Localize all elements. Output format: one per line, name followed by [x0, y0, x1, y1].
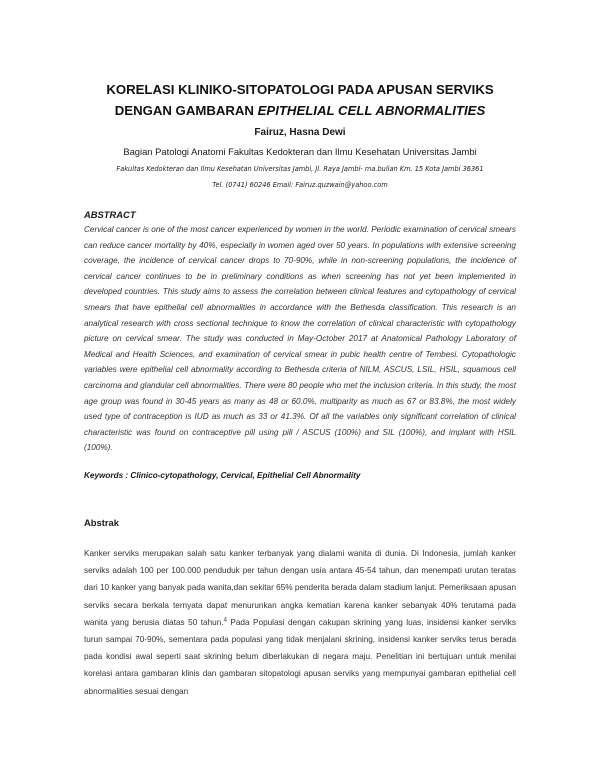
affiliation: Bagian Patologi Anatomi Fakultas Kedokteran dan Ilmu Kesehatan Universitas Jambi — [123, 146, 477, 157]
abstract-text: Cervical cancer is one of the most cancer experienced by women in the world. Periodic examination of cervical smears can reduce cancer mortality by 40%, especially in women aged over 50 years. In populations with extensive screening coverage, the incidence of cervical cancer drops to 70-90%, while in non-screening populations, the incidence of cervical cancer continues to be in preliminary conditions as when screening has not yet been implemented in developed countries. This study aims to assess the correlation between clinical features and cytopathology of cervical smears that have epithelial cell abnormalities in accordance with the Bethesda classification. This research is an analytical research with cross sectional technique to know the correlation of clinical characteristic with cytopathology picture on cervical smear. The study was conducted in May-October 2017 at Anatomical Pathology Laboratory of Medical and Health Sciences, and examination of cervical smear in pubic health centre of Tembesi. Cytopathologic variables were epithelial cell abnormality according to Bethesda criteria of NILM, ASCUS, LSIL, HSIL, squamous cell carcinoma and glandular cell abnormalities. There were 80 people who met the inclusion criteria. In this study, the most age group was found in 30-45 years as many as 48 or 60.0%, multiparity as much as 67 or 83.8%, the most widely used type of contraception is IUD as much as 33 or 41.3%. Of all the variables only significant correlation of clinical characteristic was found on contraceptive pill using pill / ASCUS (100%) and SIL (100%), and implant with HSIL (100%). — [84, 225, 516, 453]
citation-superscript: 4 — [223, 617, 227, 624]
title-line-2-prefix: DENGAN GAMBARAN — [114, 103, 258, 118]
address: Fakultas Kedokteran dan Ilmu Kesehatan Universitas Jambi, Jl. Raya Jambi- ma.bulian Km. 15 Kota Jambi 36361 — [116, 165, 484, 173]
title-line-2-italic: EPITHELIAL CELL ABNORMALITIES — [257, 103, 486, 118]
abstract-heading: ABSTRACT — [84, 209, 136, 220]
paper-title — [60, 79, 540, 121]
body-text-part-2: Pada Populasi dengan cakupan skrining yang luas, insidensi kanker serviks turun sampai 70-90%, sementara pada populasi yang tidak menjalani skrining, insidensi kanker serviks terus berada pada kondisi awal seperti saat skrining belum diberlakukan di negara maju. Penelitian ini bertujuan untuk menilai korelasi antara gambaran klinis dan gambaran sitopatologi apusan serviks yang mempunyai gambaran epithelial cell abnormalities sesuai dengan — [84, 617, 516, 696]
body-text-part-1: Kanker serviks merupakan salah satu kanker terbanyak yang dialami wanita di dunia. Di Indonesia, jumlah kanker serviks adalah 100 per 100.000 penduduk per tahun dengan usia antara 45-54 tahun, dan menempati urutan teratas dari 10 kanker yang banyak pada wanita,dan sekitar 65% penderita berada dalam stadium lanjut. Pemeriksaan apusan serviks secara berkala ternyata dapat menurunkan angka kematian karena kanker sebanyak 40% terutama pada wanita yang berusia diatas 50 tahun. — [84, 549, 516, 627]
body-paragraph — [84, 545, 516, 700]
title-line-1: KORELASI KLINIKO-SITOPATOLOGI PADA APUSAN SERVIKS — [106, 82, 494, 97]
abstrak-heading: Abstrak — [84, 517, 119, 528]
keywords: Keywords : Clinico-cytopathology, Cervical, Epithelial Cell Abnormality — [84, 471, 361, 480]
authors: Fairuz, Hasna Dewi — [254, 127, 346, 138]
contact-info: Tel. (0741) 60246 Email: Fairuz.quzwain@yahoo.com — [212, 181, 388, 189]
